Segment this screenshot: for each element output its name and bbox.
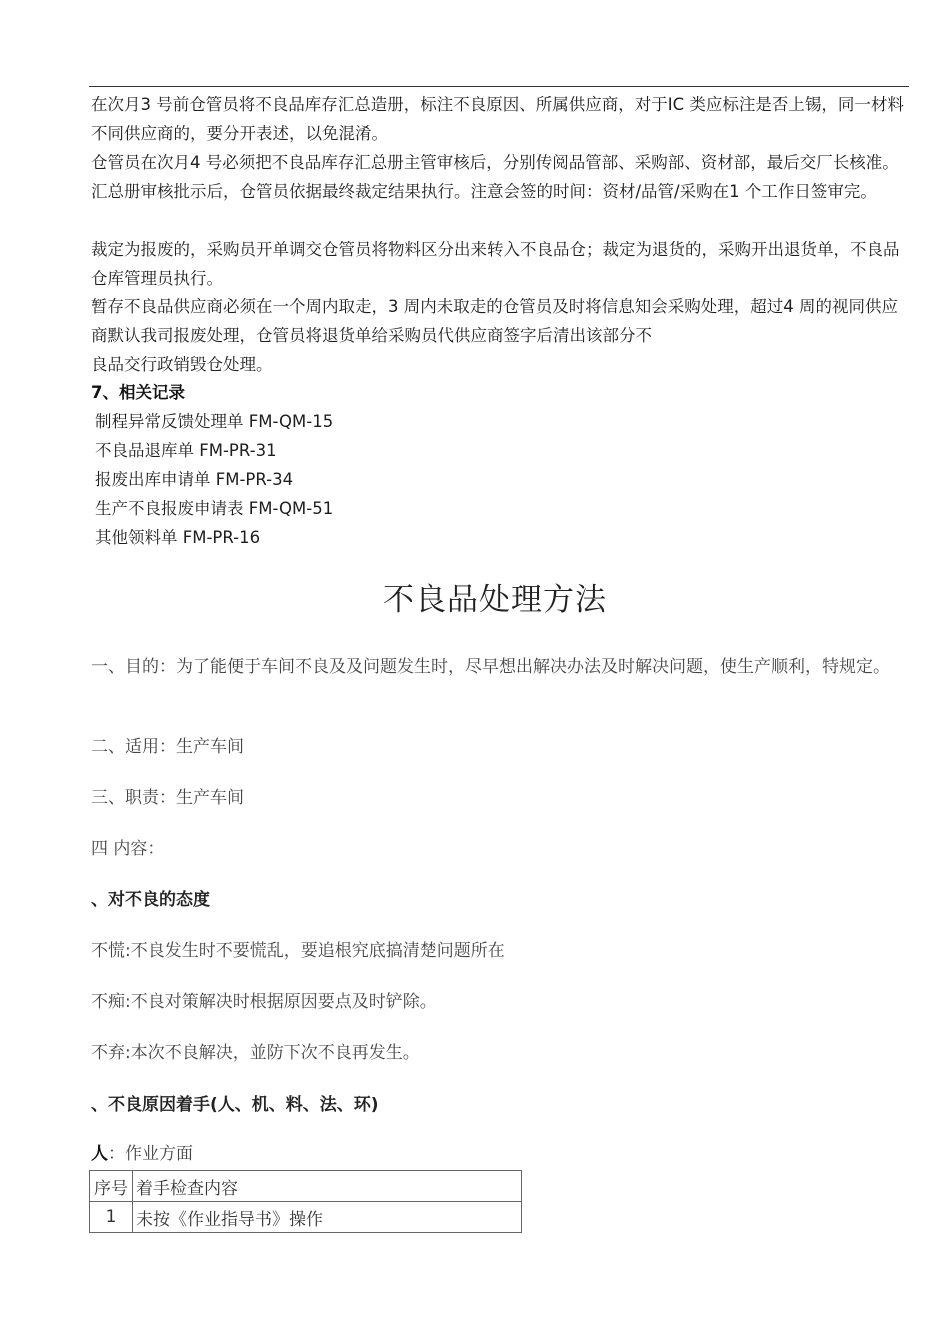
no-panic-text: 不慌:不良发生时不要慌乱，要追根究底搞清楚问题所在 (91, 941, 505, 961)
row-content: 未按《作业指导书》操作 (133, 1202, 522, 1233)
duty-text: 三、职责：生产车间 (91, 788, 244, 808)
header-content: 着手检查内容 (133, 1171, 522, 1202)
header-rule (89, 86, 909, 87)
document-title: 不良品处理方法 (383, 582, 607, 618)
record-item: 不良品退库单 FM-PR-31 (95, 441, 277, 460)
header-no: 序号 (90, 1171, 133, 1202)
record-item: 生产不良报废申请表 FM-QM-51 (95, 499, 334, 518)
no-delay-text: 不痴:不良对策解决时根据原因要点及时铲除。 (91, 992, 437, 1012)
paragraph-scrap-return: 裁定为报废的，采购员开单调交仓管员将物料区分出来转入不良品仓；裁定为退货的，采购开出退货单，不良品仓库管理员执行。 (91, 240, 900, 288)
paragraph-inventory-register: 在次月3 号前仓管员将不良品库存汇总造册，标注不良原因、所属供应商，对于IC 类应标注是否上锡，同一材料不同供应商的，要分开表述，以免混淆。 (91, 95, 904, 143)
causes-heading: 、不良原因着手(人、机、料、法、环) (91, 1095, 379, 1115)
check-table (89, 1170, 522, 1233)
table-row (90, 1202, 522, 1233)
person-aspect-text: ：作业方面 (108, 1144, 193, 1164)
purpose-text: 一、目的：为了能便于车间不良及及问题发生时，尽早想出解决办法及时解决问题，使生产顺利，特规定。 (91, 657, 890, 677)
records-heading: 7、相关记录 (91, 383, 185, 402)
person-label: 人 (91, 1144, 108, 1164)
paragraph-supplier-pickup-a: 暂存不良品供应商必须在一个周内取走，3 周内未取走的仓管员及时将信息知会采购处理，超过4 周的视同供应商默认我司报废处理，仓管员将退货单给采购员代供应商签字后清出该部分不 (91, 297, 898, 345)
paragraph-supplier-pickup (91, 292, 906, 379)
paragraph-supplier-pickup-b: 良品交行政销毁仓处理。 (91, 355, 273, 374)
records-list (95, 407, 333, 552)
table-header-row (90, 1171, 522, 1202)
record-item: 报废出库申请单 FM-PR-34 (95, 470, 294, 489)
record-item: 制程异常反馈处理单 FM-QM-15 (95, 412, 334, 431)
no-abandon-text: 不弃:本次不良解决，並防下次不良再发生。 (91, 1043, 420, 1063)
person-aspect-line (91, 1140, 193, 1169)
paragraph-review-approval: 仓管员在次月4 号必须把不良品库存汇总册主管审核后，分别传阅品管部、采购部、资材部，最后交厂长核准。汇总册审核批示后，仓管员依据最终裁定结果执行。注意会签的时间：资材/品管/采购在1 个工作日签审完。 (91, 153, 899, 201)
row-no: 1 (90, 1202, 133, 1233)
scope-text: 二、适用：生产车间 (91, 737, 244, 757)
content-heading: 四 内容： (91, 839, 165, 859)
attitude-heading: 、对不良的态度 (91, 890, 210, 910)
record-item: 其他领料单 FM-PR-16 (95, 528, 261, 547)
